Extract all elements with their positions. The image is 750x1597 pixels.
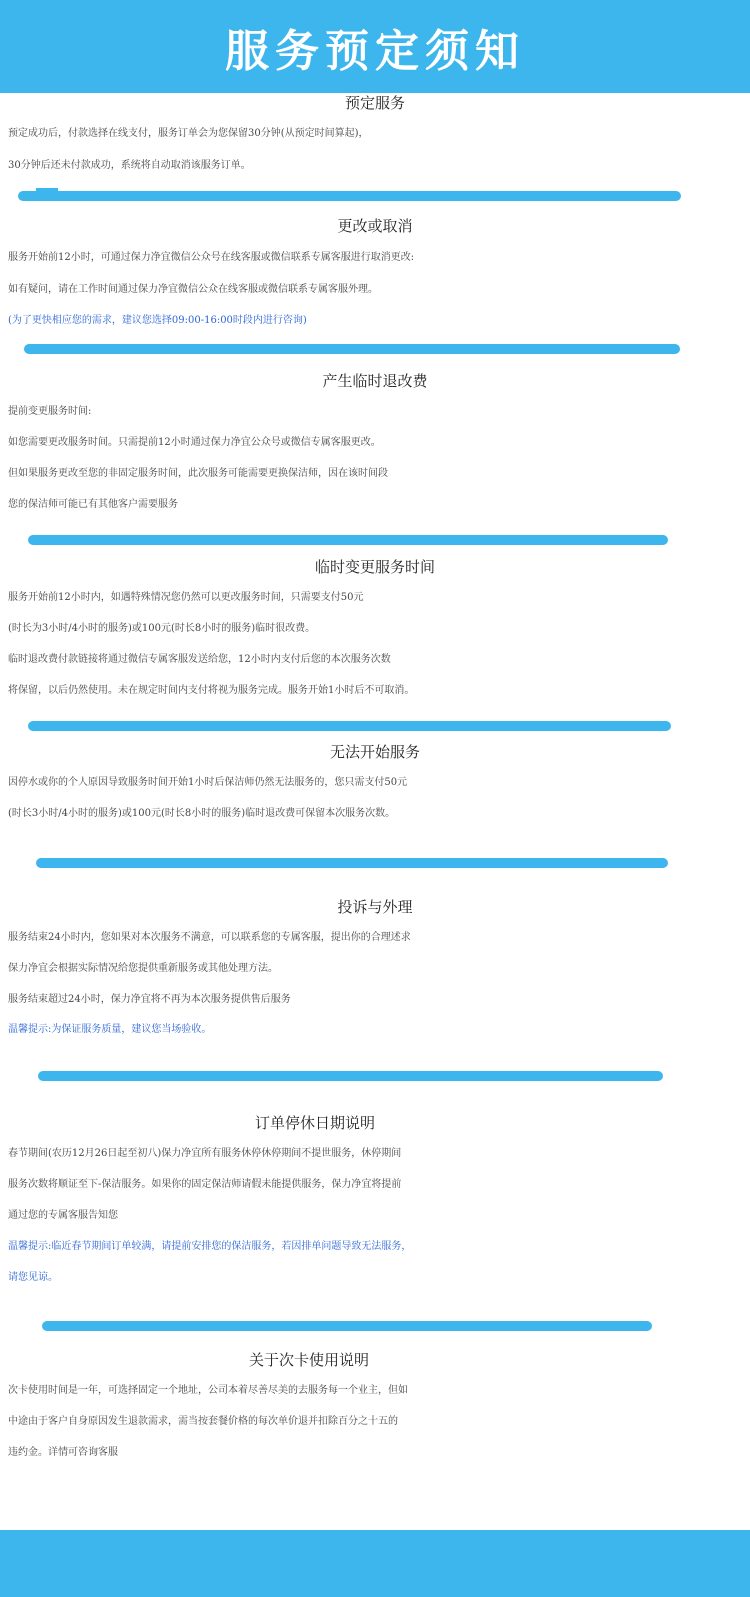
text-line: 预定成功后，付款选择在线支付，服务订单会为您保留30分钟(从预定时间算起)， <box>8 128 369 139</box>
notice-line: (为了更快相应您的需求，建议您选择09:00-16:00时段内进行咨询) <box>8 315 307 326</box>
text-line: (时长3小时/4小时的服务)或100元(时长8小时的服务)临时退改费可保留本次服务次数。 <box>8 808 396 819</box>
notice-line: 请您见谅。 <box>8 1272 58 1283</box>
section-divider <box>36 858 668 868</box>
section-divider <box>24 344 680 354</box>
section-divider <box>28 535 668 545</box>
page-title: 服务预定须知 <box>225 25 525 77</box>
text-line: 服务开始前12小时内，如遇特殊情况您仍然可以更改服务时间，只需要支付50元 <box>8 592 364 603</box>
notice-line: 温馨提示:为保证服务质量，建议您当场验收。 <box>8 1024 212 1035</box>
text-line: 中途由于客户自身原因发生退款需求，需当按套餐价格的每次单价退并扣除百分之十五的 <box>8 1416 398 1427</box>
section-title-temporary-change: 临时变更服务时间 <box>314 558 435 576</box>
section-divider <box>38 1071 663 1081</box>
section-divider <box>18 191 681 201</box>
text-line: 服务次数将顺证至下-保洁服务。如果你的固定保洁师请假未能提供服务，保力净宜将提前 <box>8 1179 402 1190</box>
text-line: 您的保洁师可能已有其他客户需要服务 <box>8 499 178 510</box>
section-divider <box>28 721 671 731</box>
text-line: 提前变更服务时间: <box>8 406 92 417</box>
section-title-change-cancel: 更改或取消 <box>337 217 413 235</box>
text-line: 次卡使用时间是一年，可选择固定一个地址，公司本着尽善尽美的去服务每一个业主，但如 <box>8 1385 408 1396</box>
section-title-booking: 预定服务 <box>344 94 405 112</box>
text-line: 将保留，以后仍然使用。未在规定时间内支付将视为服务完成。服务开始1小时后不可取消。 <box>8 685 415 696</box>
section-title-complaints: 投诉与外理 <box>337 898 413 916</box>
text-line: 如您需要更改服务时间。只需提前12小时通过保力净宜公众号或微信专属客服更改。 <box>8 437 381 448</box>
footer-band <box>0 1530 750 1597</box>
text-line: (时长为3小时/4小时的服务)或100元(时长8小时的服务)临时很改费。 <box>8 623 316 634</box>
header-banner <box>0 0 750 93</box>
text-line: 临时退改费付款链接将通过微信专属客服发送给您，12小时内支付后您的本次服务次数 <box>8 654 391 665</box>
text-line: 违约金。详情可咨询客服 <box>8 1447 118 1458</box>
section-title-holiday-suspension: 订单停休日期说明 <box>254 1114 375 1132</box>
text-line: 服务开始前12小时，可通过保力净宜微信公众号在线客服或微信联系专属客服进行取消更改: <box>8 252 415 263</box>
text-line: 服务结束24小时内，您如果对本次服务不满意，可以联系您的专属客服，提出你的合理述求 <box>8 932 411 943</box>
notice-line: 温馨提示:临近春节期间订单较满，请提前安排您的保洁服务，若因排单问题导致无法服务， <box>8 1241 412 1252</box>
section-divider <box>42 1321 652 1331</box>
text-line: 如有疑问，请在工作时间通过保力净宜微信公众在线客服或微信联系专属客服外理。 <box>8 284 378 295</box>
text-line: 但如果服务更改至您的非固定服务时间，此次服务可能需要更换保洁师，因在该时间段 <box>8 468 388 479</box>
section-title-reschedule-fee: 产生临时退改费 <box>322 372 428 390</box>
text-line: 春节期间(农历12月26日起至初八)保力净宜所有服务休停休停期间不提世服务，休停期间 <box>8 1148 402 1159</box>
text-line: 保力净宜会根据实际情况给您提供重新服务或其他处理方法。 <box>8 963 278 974</box>
text-line: 30分钟后还未付款成功，系统将自动取消该服务订单。 <box>8 160 251 171</box>
text-line: 通过您的专属客服告知您 <box>8 1210 118 1221</box>
section-title-card-usage: 关于次卡使用说明 <box>248 1351 369 1369</box>
section-title-unable-to-start: 无法开始服务 <box>329 743 420 761</box>
text-line: 因停水或你的个人原因导致服务时间开始1小时后保洁师仍然无法服务的，您只需支付50元 <box>8 777 408 788</box>
text-line: 服务结束超过24小时，保力净宜将不再为本次服务提供售后服务 <box>8 994 291 1005</box>
